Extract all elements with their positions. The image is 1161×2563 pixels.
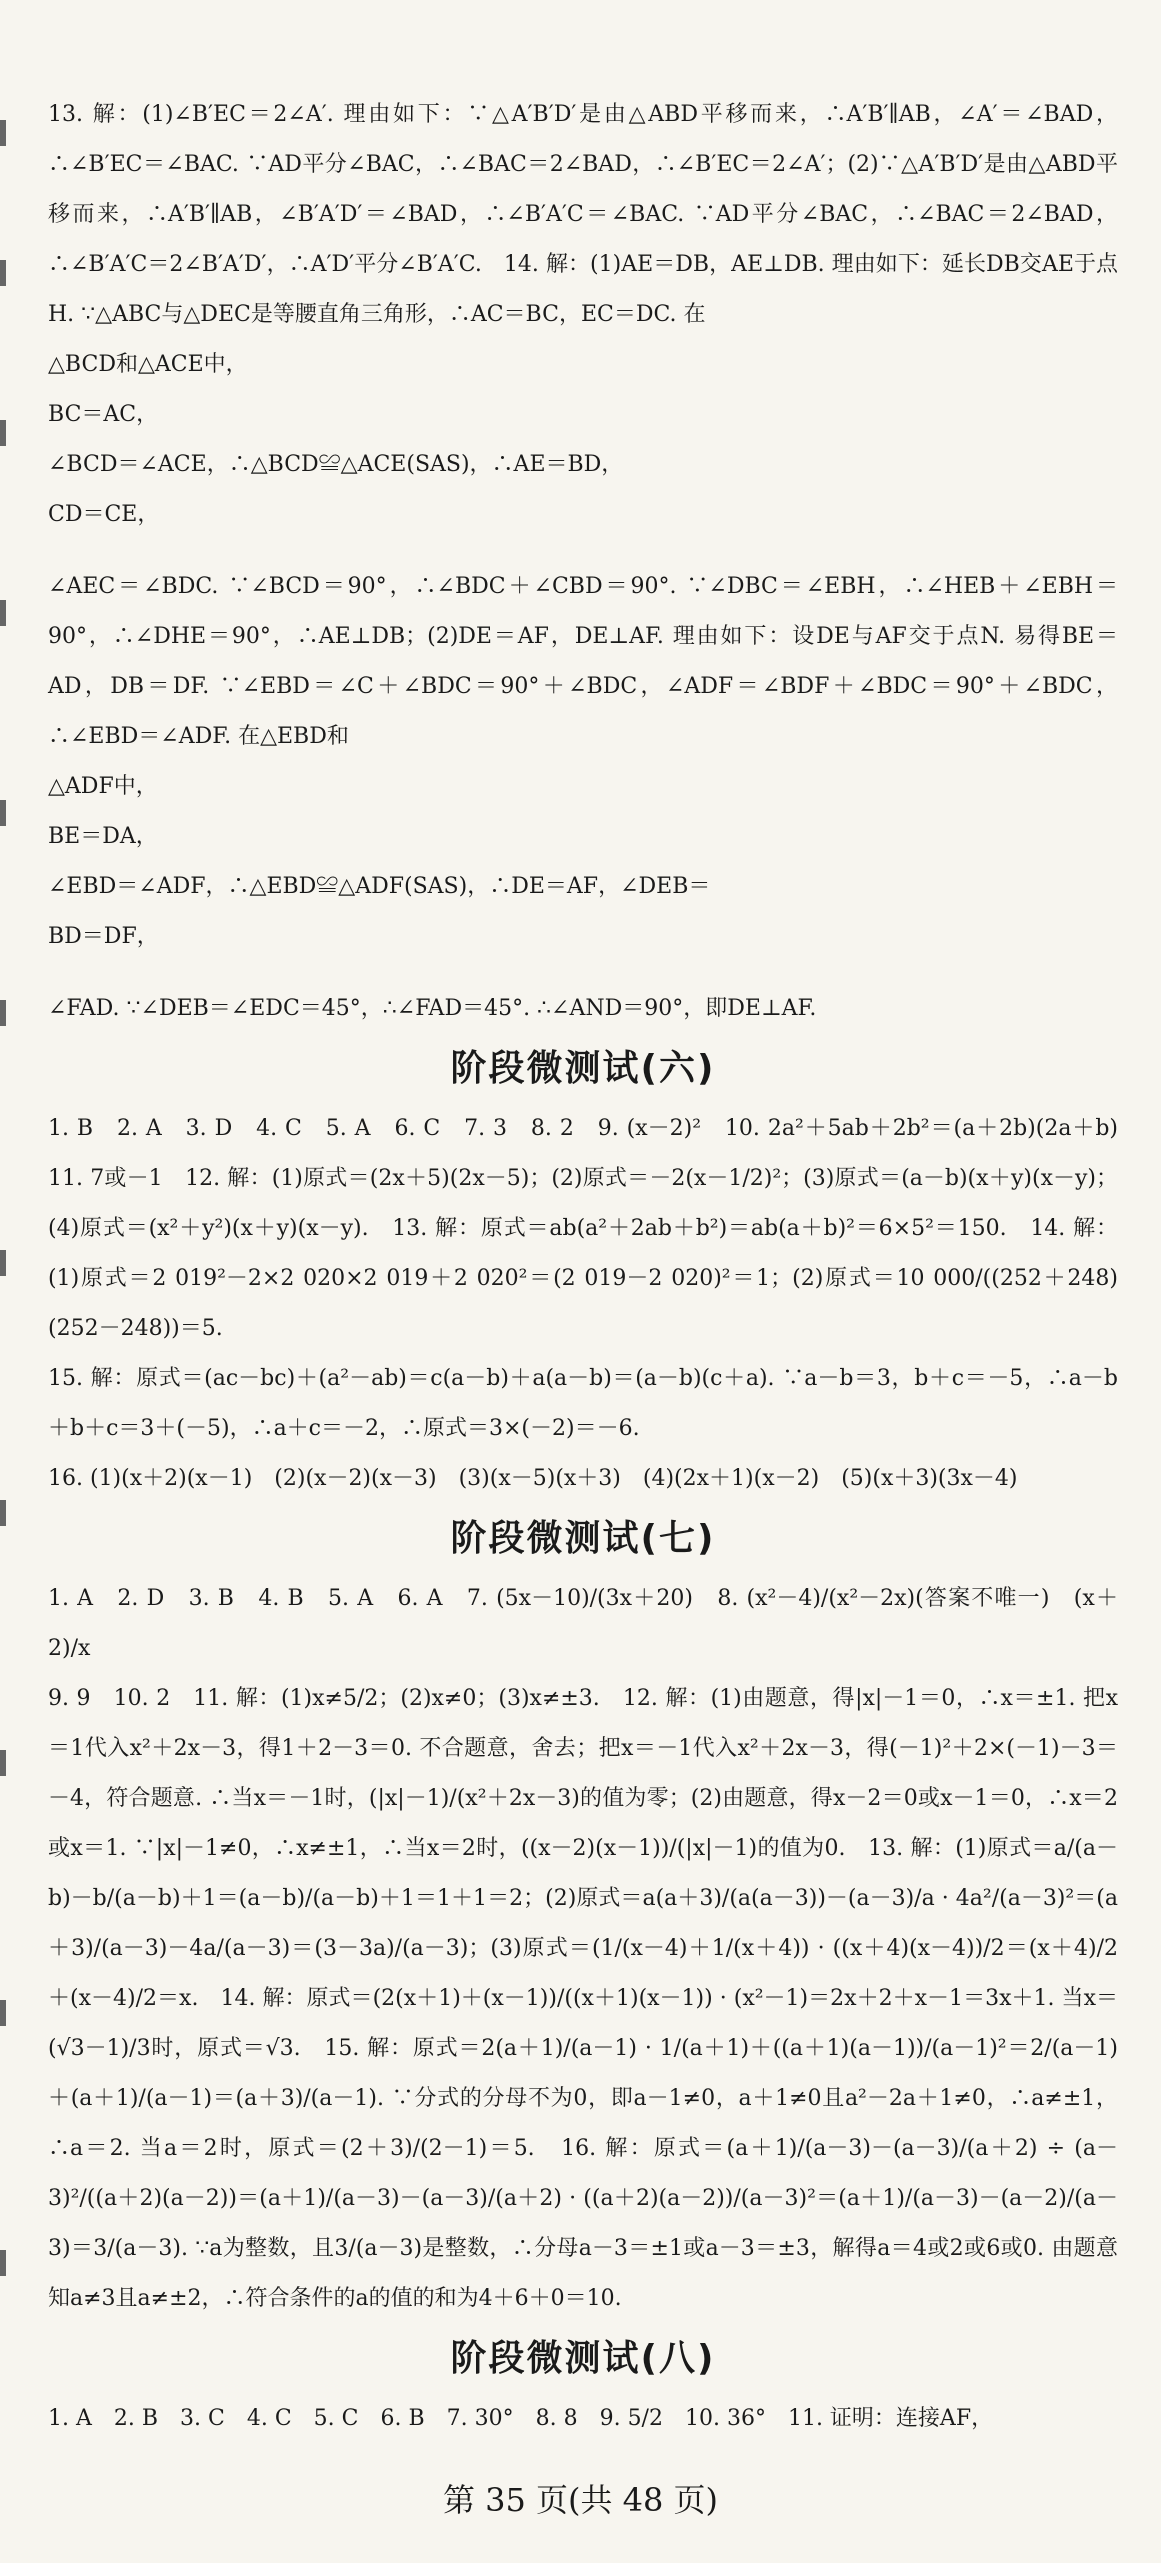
system-line: CD＝CE， — [48, 502, 160, 527]
answer-paragraph: ∠AEC＝∠BDC. ∵∠BCD＝90°，∴∠BDC＋∠CBD＝90°. ∵∠DBC＝∠EBH，∴∠HEB＋∠EBH＝90°，∴∠DHE＝90°，∴AE⊥DB；(2)DE＝AF，DE⊥AF. 理由如下：设DE与AF交于点N. 易得BE＝AD，DB＝DF. ∵∠EBD＝∠C＋∠BDC＝90°＋∠BDC，∠ADF＝∠BDF＋∠BDC＝90°＋∠BDC，∴∠EBD＝∠ADF. 在△EBD和 — [48, 574, 1118, 749]
section-test-7 — [48, 1504, 1118, 2324]
answer-paragraph: 15. 解：原式＝(ac－bc)＋(a²－ab)＝c(a－b)＋a(a－b)＝(a－b)(c＋a). ∵a－b＝3，b＋c＝－5，∴a－b＋b＋c＝3＋(－5)，∴a＋c＝－2，∴原式＝3×(－2)＝－6. — [48, 1366, 1118, 1441]
section-title: 阶段微测试(六) — [450, 1048, 716, 1089]
answer-page — [48, 90, 1141, 2444]
section-title: 阶段微测试(八) — [450, 2338, 716, 2379]
page-footer: 第 35 页(共 48 页) — [442, 2481, 719, 2519]
answer-paragraph: 9. 9 10. 2 11. 解：(1)x≠5/2；(2)x≠0；(3)x≠±3. 12. 解：(1)由题意，得|x|－1＝0，∴x＝±1. 把x＝1代入x²＋2x－3，得1＋2－3＝0. 不合题意，舍去；把x＝－1代入x²＋2x－3，得(－1)²＋2×(－1)－3＝－4，符合题意. ∴当x＝－1时，(|x|－1)/(x²＋2x－3)的值为零；(2)由题意，得x－2＝0或x－1＝0，∴x＝2或x＝1. ∵|x|－1≠0，∴x≠±1，∴当x＝2时，((x－2)(x－1))/(|x|－1)的值为0. 13. 解：(1)原式＝a/(a－b)－b/(a－b)＋1＝(a－b)/(a－b)＋1＝1＋1＝2；(2)原式＝a(a＋3)/(a(a－3))－(a－3)/a · 4a²/(a－3)²＝(a＋3)/(a－3)－4a/(a－3)＝(3－3a)/(a－3)；(3)原式＝(1/(x－4)＋1/(x＋4)) · ((x＋4)(x－4))/2＝(x＋4)/2＋(x－4)/2＝x. 14. 解：原式＝(2(x＋1)＋(x－1))/((x＋1)(x－1)) · (x²－1)＝2x＋2＋x－1＝3x＋1. 当x＝(√3－1)/3时，原式＝√3. 15. 解：原式＝2(a＋1)/(a－1) · 1/(a＋1)＋((a＋1)(a－1))/(a－1)²＝2/(a－1)＋(a＋1)/(a－1)＝(a＋3)/(a－1). ∵分式的分母不为0，即a－1≠0，a＋1≠0且a²－2a＋1≠0，∴a≠±1，∴a＝2. 当a＝2时，原式＝(2＋3)/(2－1)＝5. 16. 解：原式＝(a＋1)/(a－3)－(a－3)/(a＋2) ÷ (a－3)²/((a＋2)(a－2))＝(a＋1)/(a－3)－(a－3)/(a＋2) · ((a＋2)(a－2))/(a－3)²＝(a＋1)/(a－3)－(a－2)/(a－3)＝3/(a－3). ∵a为整数，且3/(a－3)是整数，∴分母a－3＝±1或a－3＝±3，解得a＝4或2或6或0. 由题意知a≠3且a≠±2，∴符合条件的a的值的和为4＋6＋0＝10. — [48, 1686, 1118, 2311]
answer-paragraph: 1. B 2. A 3. D 4. C 5. A 6. C 7. 3 8. 2 9. (x－2)² 10. 2a²＋5ab＋2b²＝(a＋2b)(2a＋b) 11. 7或－1 12. 解：(1)原式＝(2x＋5)(2x－5)；(2)原式＝－2(x－1/2)²；(3)原式＝(a－b)(x＋y)(x－y)；(4)原式＝(x²＋y²)(x＋y)(x－y). 13. 解：原式＝ab(a²＋2ab＋b²)＝ab(a＋b)²＝6×5²＝150. 14. 解：(1)原式＝2 019²－2×2 020×2 019＋2 020²＝(2 019－2 020)²＝1；(2)原式＝10 000/((252＋248)(252－248))＝5. — [48, 1116, 1141, 1341]
section-test-6 — [48, 1034, 1141, 1504]
answer-paragraph: 13. 解：(1)∠B′EC＝2∠A′. 理由如下：∵△A′B′D′是由△ABD平移而来，∴A′B′∥AB，∠A′＝∠BAD，∴∠B′EC＝∠BAC. ∵AD平分∠BAC，∴∠BAC＝2∠BAD，∴∠B′EC＝2∠A′；(2)∵△A′B′D′是由△ABD平移而来，∴A′B′∥AB，∠B′A′D′＝∠BAD，∴∠B′A′C＝∠BAC. ∵AD平分∠BAC，∴∠BAC＝2∠BAD，∴∠B′A′C＝2∠B′A′D′，∴A′D′平分∠B′A′C. 14. 解：(1)AE＝DB，AE⊥DB. 理由如下：延长DB交AE于点H. ∵△ABC与△DEC是等腰直角三角形，∴AC＝BC，EC＝DC. 在 — [48, 102, 1118, 327]
section-test-8 — [48, 2324, 1118, 2444]
answer-paragraph: 1. A 2. B 3. C 4. C 5. C 6. B 7. 30° 8. 8 9. 5/2 10. 36° 11. 证明：连接AF， — [48, 2406, 994, 2431]
system-line: BC＝AC， — [48, 402, 159, 427]
equation-system-block — [48, 340, 1118, 390]
system-line: ∠EBD＝∠ADF，∴△EBD≌△ADF(SAS)，∴DE＝AF，∠DEB＝ — [48, 874, 711, 899]
answer-paragraph: 16. (1)(x＋2)(x－1) (2)(x－2)(x－3) (3)(x－5)(x＋3) (4)(2x＋1)(x－2) (5)(x＋3)(3x－4) — [48, 1466, 1018, 1491]
equation-system-block — [48, 762, 1118, 812]
system-line: BE＝DA， — [48, 824, 158, 849]
section-title: 阶段微测试(七) — [450, 1518, 716, 1559]
system-line: BD＝DF， — [48, 924, 159, 949]
section-continued — [48, 90, 1118, 1034]
answer-paragraph: ∠FAD. ∵∠DEB＝∠EDC＝45°，∴∠FAD＝45°. ∴∠AND＝90°，即DE⊥AF. — [48, 996, 817, 1021]
system-prefix: △BCD和△ACE中， — [48, 352, 248, 377]
answer-paragraph: 1. A 2. D 3. B 4. B 5. A 6. A 7. (5x－10)/(3x＋20) 8. (x²－4)/(x²－2x)(答案不唯一) (x＋2)/x — [48, 1586, 1118, 1661]
system-line: ∠BCD＝∠ACE，∴△BCD≌△ACE(SAS)，∴AE＝BD， — [48, 452, 624, 477]
system-prefix: △ADF中， — [48, 774, 158, 799]
binding-margin-marks — [0, 0, 10, 2563]
